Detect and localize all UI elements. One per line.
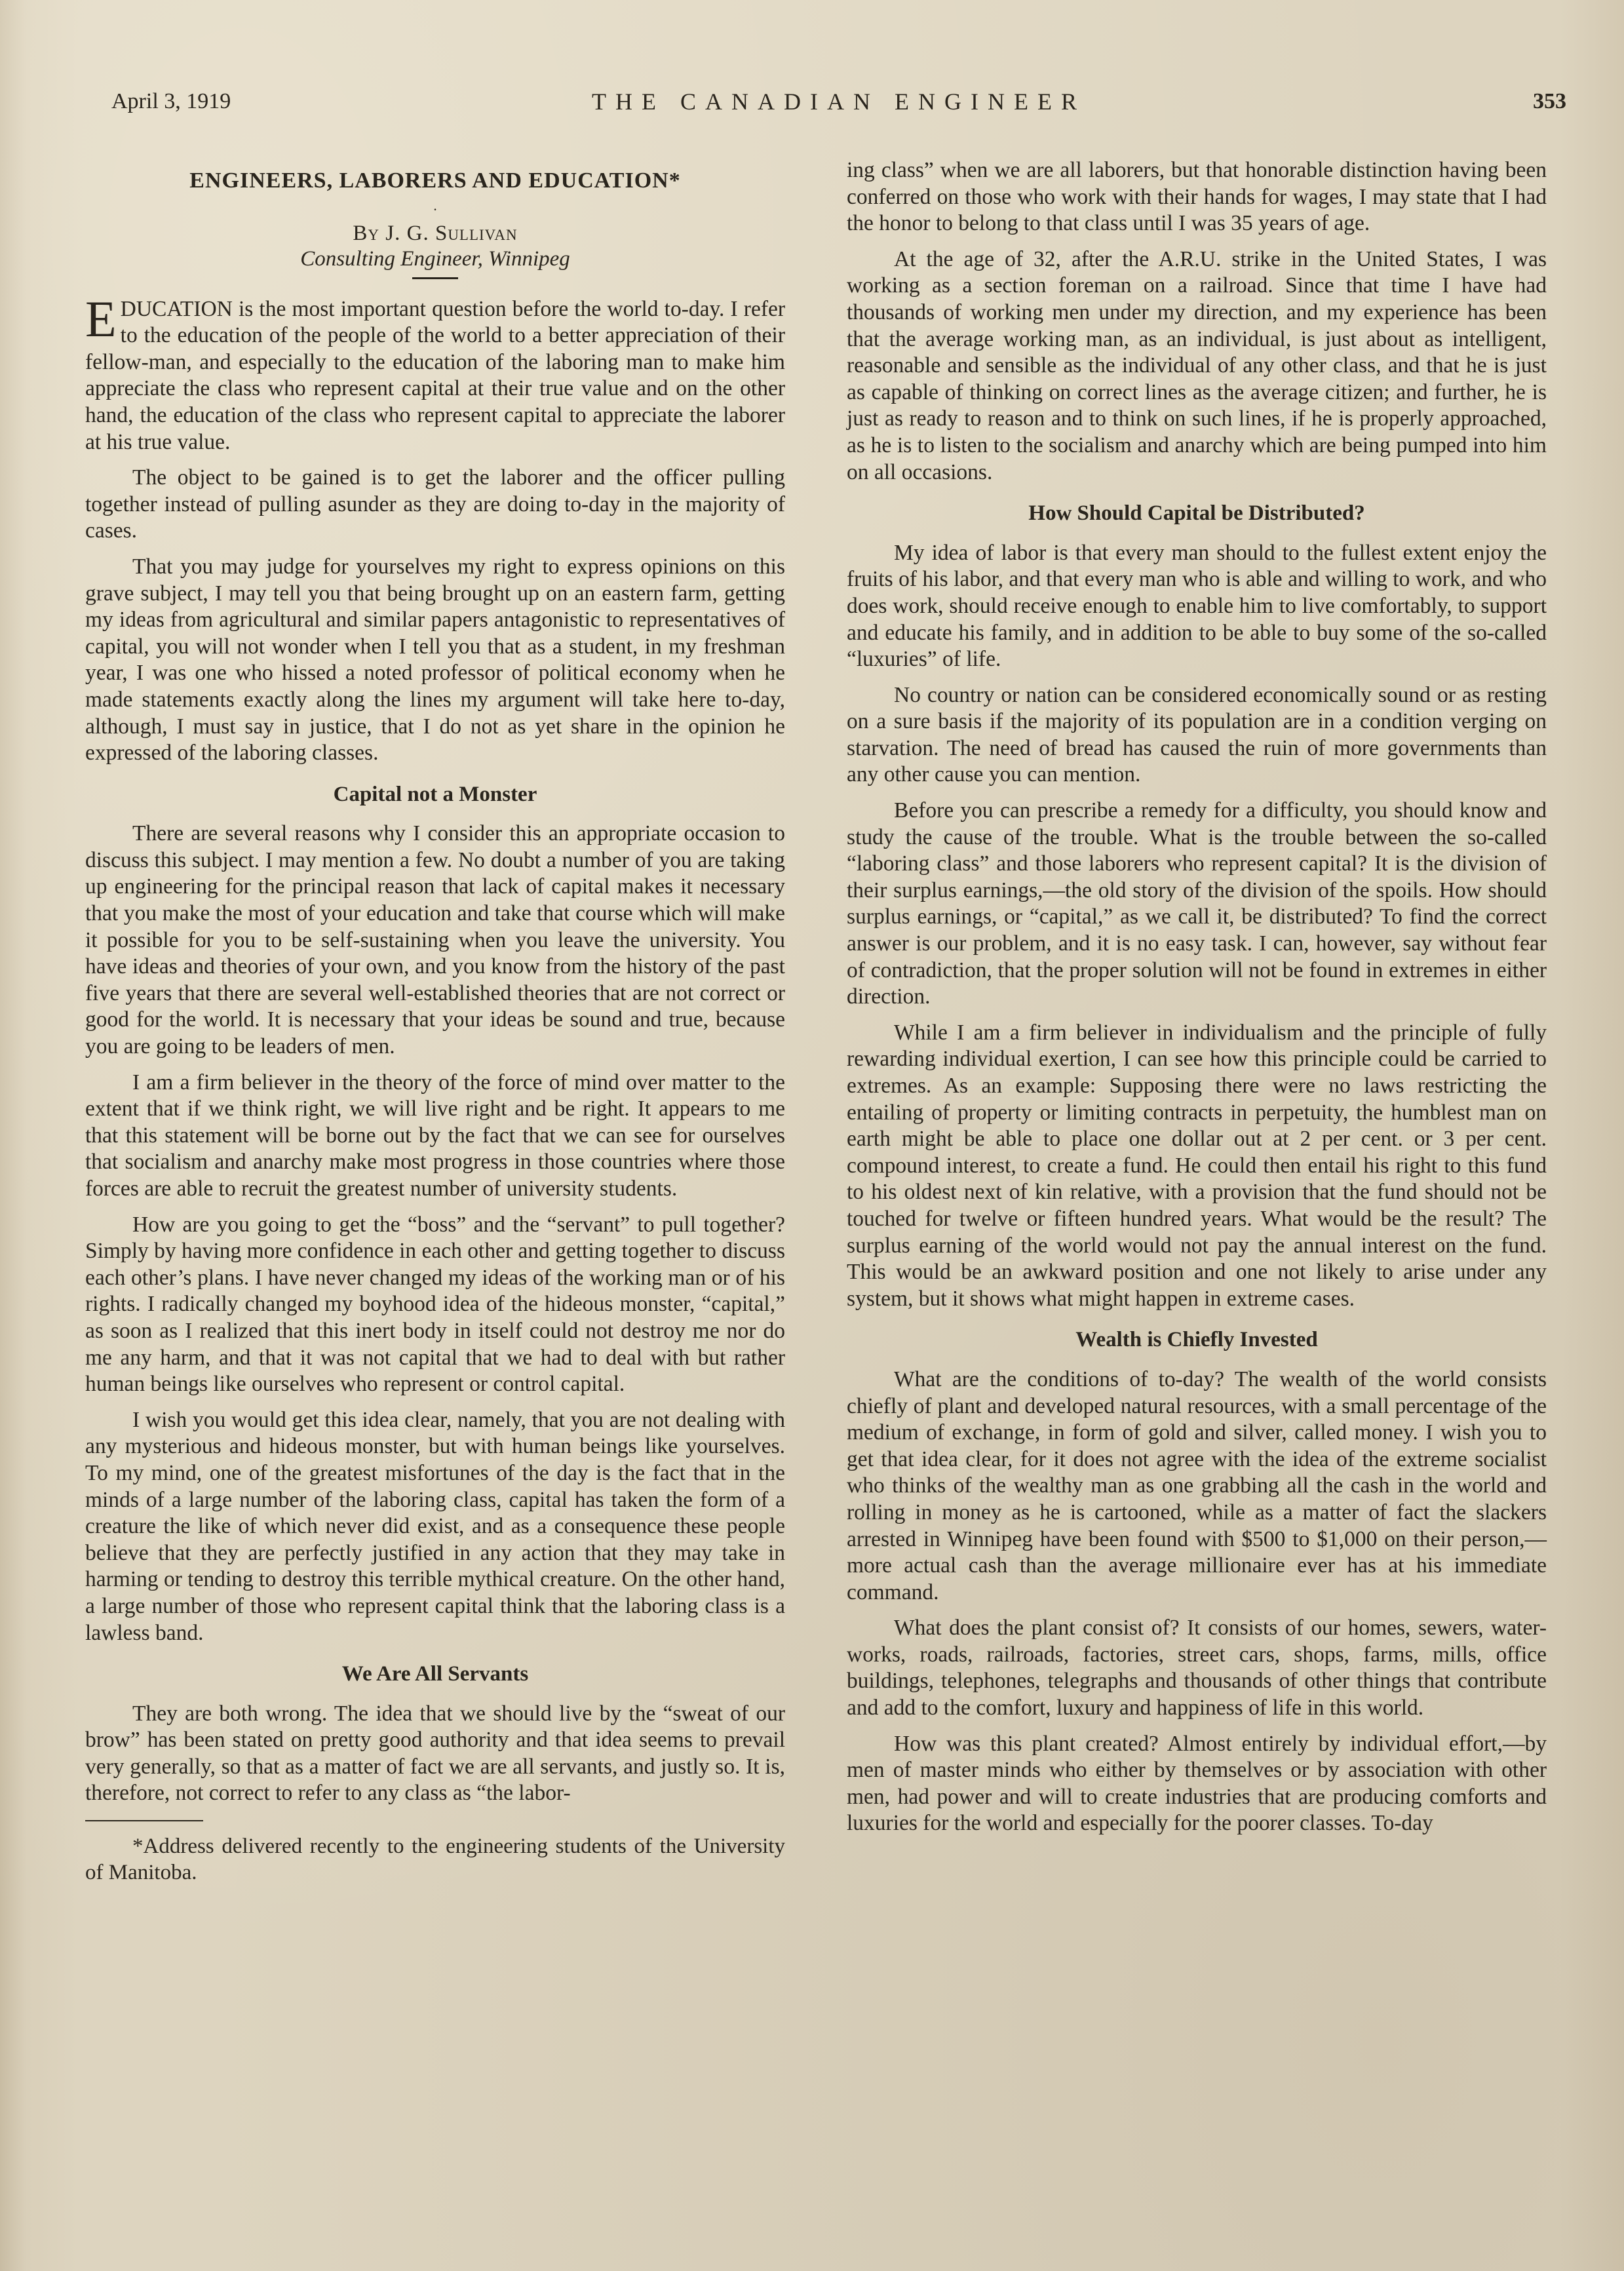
article-title: ENGINEERS, LABORERS AND EDUCATION* xyxy=(189,168,681,193)
paragraph: What are the conditions of to-day? The wealth of the world consists chiefly of plant and developed natural resources, with a small percentage of the medium of exchange, in form of gold and silver, called money. I wish you to get that idea clear, for it does not agree with the idea of the extreme socialist who thinks of the wealthy man as one grabbing all the cash in the world and rolling in money as he is cartooned, while as a matter of fact the slackers arrested in Winnipeg have been found with $500 to $1,000 on their person,—more actual cash than the average millionaire ever has at his immediate command. xyxy=(847,1367,1547,1604)
paragraph: At the age of 32, after the A.R.U. strike in the United States, I was working as a section foreman on a railroad. Since that time I have had thousands of working men under my direction, and my experience has been that the average working man, as an individual, is just about as intelligent, reasonable and sensible as the individual of any other class, and that he is just as capable of thinking on correct lines as the average citizen; and further, he is just as ready to reason and to think on such lines, if he is properly approached, as he is to listen to the socialism and anarchy which are being pumped into him on all occasions. xyxy=(847,246,1547,484)
journal-name: THE CANADIAN ENGINEER xyxy=(592,88,1086,115)
right-column xyxy=(847,157,1547,1846)
footnote: *Address delivered recently to the engineering students of the University of Manitoba. xyxy=(85,1834,785,1885)
paragraph: ing class” when we are all laborers, but that honorable distinction having been conferred on those who work with their hands for wages, I may state that I had the honor to belong to that class until I was 35 years of age. xyxy=(847,158,1547,236)
paragraph: My idea of labor is that every man should to the fullest extent enjoy the fruits of his labor, and that every man who is able and willing to work, and who does work, should receive enough to enable him to live comfortably, to support and educate his family, and in addition to be able to buy some of the so-called “luxuries” of life. xyxy=(847,540,1547,672)
paragraph: While I am a firm believer in individualism and the principle of fully rewarding individual exertion, I can see how this principle could be carried to extremes. As an example: Supposing there were no laws restricting the entailing of property or limiting contracts in perpetuity, the humblest man on earth might be able to place one dollar out at 2 per cent. or 3 per cent. compound interest, to create a fund. He could then entail his right to this fund to his oldest next of kin relative, with a provision that the fund should not be touched for twelve or fifteen hundred years. What would be the result? The surplus earning of the world would not pay the annual interest on the fund. This would be an awkward position and one not likely to arise under any system, but it shows what might happen in extreme cases. xyxy=(847,1020,1547,1311)
paragraph: How was this plant created? Almost entirely by individual effort,—by men of master minds who either by themselves or by association with other men, had power and will to create industries that are producing comforts and luxuries for the world and especially for the poorer classes. To-day xyxy=(847,1731,1547,1836)
paragraph xyxy=(85,290,785,456)
paragraph: There are several reasons why I consider this an appropriate occasion to discuss this subject. I may mention a few. No doubt a number of you are taking up engineering for the principal reason that lack of capital makes it necessary that you make the most of your education and take that course which will make it possible for you to be self-sustaining when you leave the university. You have ideas and theories of your own, and you know from the history of the past five years that there are several well-established theories that are not correct or good for the world. It is necessary that your ideas be sound and true, because you are going to be leaders of men. xyxy=(85,821,785,1059)
paragraph: No country or nation can be considered economically sound or as resting on a sure basis if the majority of its population are in a condition verging on starvation. The need of bread has caused the ruin of more governments than any other cause you can mention. xyxy=(847,682,1547,787)
paragraph: What does the plant consist of? It consists of our homes, sewers, water-works, roads, railroads, factories, street cars, shops, farms, mills, office buildings, telephones, telegraphs and thousands of other things that contribute and add to the comfort, luxury and happiness of life in this world. xyxy=(847,1616,1547,1720)
page-header xyxy=(111,84,1566,123)
section-heading: Wealth is Chiefly Invested xyxy=(1075,1328,1318,1352)
author-affiliation: Consulting Engineer, Winnipeg xyxy=(300,246,570,271)
paragraph: I am a firm believer in the theory of the force of mind over matter to the extent that if we think right, we will live right and be right. It appears to me that this statement will be borne out by the fact that we can see for ourselves that socialism and anarchy make most progress in those countries where those forces are able to recruit the greatest number of university students. xyxy=(85,1070,785,1201)
section-heading: We Are All Servants xyxy=(341,1662,529,1686)
left-column xyxy=(85,157,785,1895)
paragraph: Before you can prescribe a remedy for a difficulty, you should know and study the cause of the trouble. What is the trouble between the so-called “laboring class” and those laborers who represent capital? It is the division of their surplus earnings,—the old story of the division of the spoils. How should surplus earnings, or “capital,” as we call it, be distributed? To find the correct answer is our problem, and it is no easy task. I can, however, say without fear of contradiction, that the proper solution will not be found in extremes in either direction. xyxy=(847,798,1547,1009)
section-heading: Capital not a Monster xyxy=(333,782,537,806)
paragraph: I wish you would get this idea clear, namely, that you are not dealing with any mysterious and hideous monster, but with human beings like yourselves. To my mind, one of the greatest misfortunes of the day is the fact that in the minds of a large number of the laboring class, capital has taken the form of a creature the like of which never did exist, and as a consequence these people believe that they are perfectly justified in any action that they may take in harming or tending to destroy this terrible mythical creature. On the other hand, a large number of those who represent capital think that the laboring class is a lawless band. xyxy=(85,1407,785,1645)
paragraph: How are you going to get the “boss” and the “servant” to pull together? Simply by having more confidence in each other and getting together to discuss each other’s plans. I have never changed my ideas of the working man or of his rights. I radically changed my boyhood idea of the hideous monster, “capital,” as soon as I realized that this inert body in itself could not destroy me nor do me any harm, and that it was not capital that we had to deal with but rather human beings like ourselves who represent or control capital. xyxy=(85,1212,786,1397)
title-ornament: · xyxy=(433,201,438,218)
drop-cap: E xyxy=(85,290,117,347)
section-heading: How Should Capital be Distributed? xyxy=(1028,501,1365,526)
paragraph: They are both wrong. The idea that we should live by the “sweat of our brow” has been stated on pretty good authority and that idea seems to prevail very generally, so that as a matter of fact we are all servants, and justly so. It is, therefore, not correct to refer to any class as “the labor- xyxy=(85,1701,785,1806)
issue-date: April 3, 1919 xyxy=(111,89,231,113)
paragraph-text: DUCATION is the most important question before the world to-day. I refer to the education of the people of the world to a better appreciation of their fellow-man, and especially to the education of the laboring man to make him appreciate the class who represent capital at their true value and on the other hand, the education of the class who represent capital to appreciate the laborer at his true value. xyxy=(85,296,785,454)
article-author: By J. G. Sullivan xyxy=(353,221,518,245)
paragraph: That you may judge for yourselves my right to express opinions on this grave subject, I may tell you that being brought up on an eastern farm, getting my ideas from agricultural and similar papers antagonistic to representatives of capital, you will not wonder when I tell you that as a student, in my freshman year, I was one who hissed a noted professor of political economy when he made statements exactly along the lines my argument will take here to-day, although, I must say in justice, that I do not as yet share in the opinion he expressed of the laboring classes. xyxy=(85,554,785,766)
title-divider xyxy=(412,277,458,279)
footnote-divider xyxy=(85,1820,203,1821)
page-number: 353 xyxy=(1533,89,1566,113)
paragraph: The object to be gained is to get the laborer and the officer pulling together instead of pulling asunder as they are doing to-day in the majority of cases. xyxy=(85,465,785,543)
